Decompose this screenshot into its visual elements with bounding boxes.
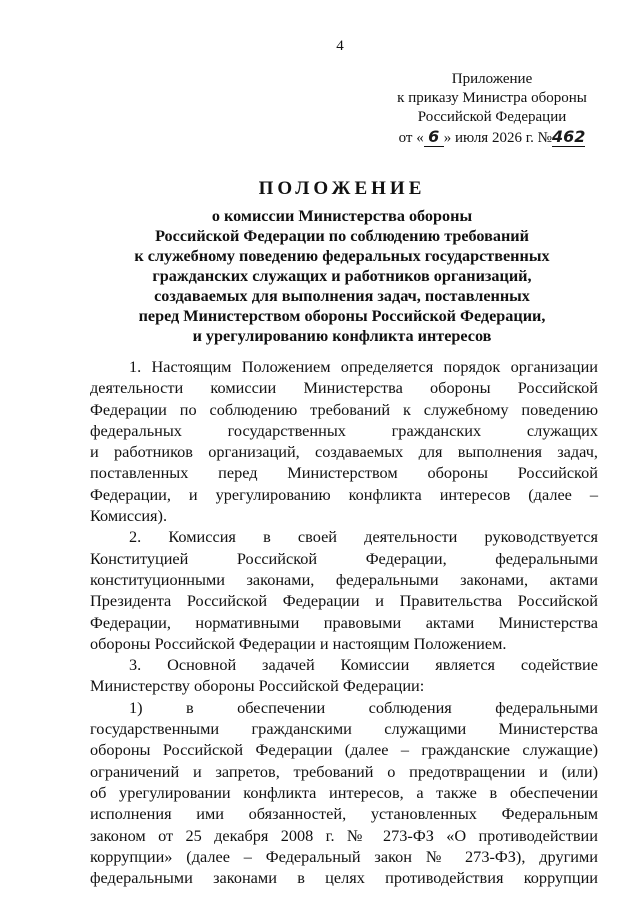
text-line: обороны Российской Федерации и настоящим Положением. xyxy=(90,633,507,653)
text-line: об урегулировании конфликта интересов, а также в обеспечении xyxy=(90,782,598,802)
subtitle-line: о комиссии Министерства обороны xyxy=(211,207,473,225)
date-middle: » июля 2026 г. № xyxy=(443,130,552,146)
text-line: поставленных перед Министерством обороны Российской xyxy=(90,463,598,483)
text-line: Президента Российской Федерации и Правительства Российской xyxy=(90,591,598,611)
text-line: ограничений и запретов, требований о предотвращении и (или) xyxy=(90,761,598,781)
subtitle-line: и урегулированию конфликта интересов xyxy=(192,327,492,345)
text-line: и работников организаций, создаваемых для выполнения задач, xyxy=(90,442,598,462)
text-line: 1. Настоящим Положением определяется порядок организации xyxy=(129,357,598,376)
text-line: законом от 25 декабря 2008 г. № 273-ФЗ «О противодействии xyxy=(90,825,598,845)
paragraph-1 xyxy=(90,356,598,526)
text-line: федеральных государственных гражданских служащих xyxy=(90,420,598,440)
text-line: Конституцией Российской Федерации, федеральными xyxy=(90,548,598,568)
subtitle-line: гражданских служащих и работников организаций, xyxy=(152,267,532,285)
text-line: коррупции» (далее – Федеральный закон № 273-ФЗ), другими xyxy=(90,846,598,866)
subtitle-line: перед Министерством обороны Российской Федерации, xyxy=(138,307,546,325)
paragraph-3 xyxy=(90,654,598,697)
subtitle-line: к служебному поведению федеральных государственных xyxy=(134,247,550,265)
appendix-order-ref: к приказу Министра обороны xyxy=(397,90,587,106)
text-line: 1) в обеспечении соблюдения федеральными xyxy=(129,697,598,717)
text-line: обороны Российской Федерации (далее – гражданские служащие) xyxy=(90,740,598,760)
document-body xyxy=(90,356,598,888)
text-line: Федерации, нормативными правовыми актами Министерства xyxy=(90,612,598,632)
text-line: 3. Основной задачей Комиссии является содействие xyxy=(129,655,598,675)
text-line: деятельности комиссии Министерства обороны Российской xyxy=(90,378,598,398)
text-line: конституционными законами, федеральными законами, актами xyxy=(90,569,598,589)
text-line: государственными гражданскими служащими Министерства xyxy=(90,719,598,739)
appendix-label: Приложение xyxy=(451,71,533,87)
text-line: Комиссия). xyxy=(90,506,168,526)
handwritten-day: 6 xyxy=(424,127,444,147)
appendix-header xyxy=(392,70,592,148)
text-line: 2. Комиссия в своей деятельности руководствуется xyxy=(129,527,598,547)
title-block xyxy=(82,178,602,346)
appendix-date-line xyxy=(392,127,592,148)
text-line: федеральными законами в целях противодействия коррупции xyxy=(90,868,598,888)
paragraph-2 xyxy=(90,526,598,654)
text-line: Федерации, и урегулированию конфликта интересов (далее – xyxy=(90,484,598,504)
text-line: Министерству обороны Российской Федерации: xyxy=(90,676,425,696)
paragraph-3-item-1 xyxy=(90,697,598,889)
text-line: исполнения ими обязанностей, установленных Федеральным xyxy=(90,804,598,824)
appendix-country: Российской Федерации xyxy=(417,109,567,125)
subtitle-line: создаваемых для выполнения задач, поставленных xyxy=(154,287,530,305)
handwritten-order-number: 462 xyxy=(551,127,586,146)
text-line: Федерации по соблюдению требований к служебному поведению xyxy=(90,399,598,419)
subtitle-line: Российской Федерации по соблюдению требований xyxy=(155,227,529,245)
page-number: 4 xyxy=(336,38,344,54)
document-title: ПОЛОЖЕНИЕ xyxy=(258,178,426,199)
date-prefix: от « xyxy=(398,130,424,146)
